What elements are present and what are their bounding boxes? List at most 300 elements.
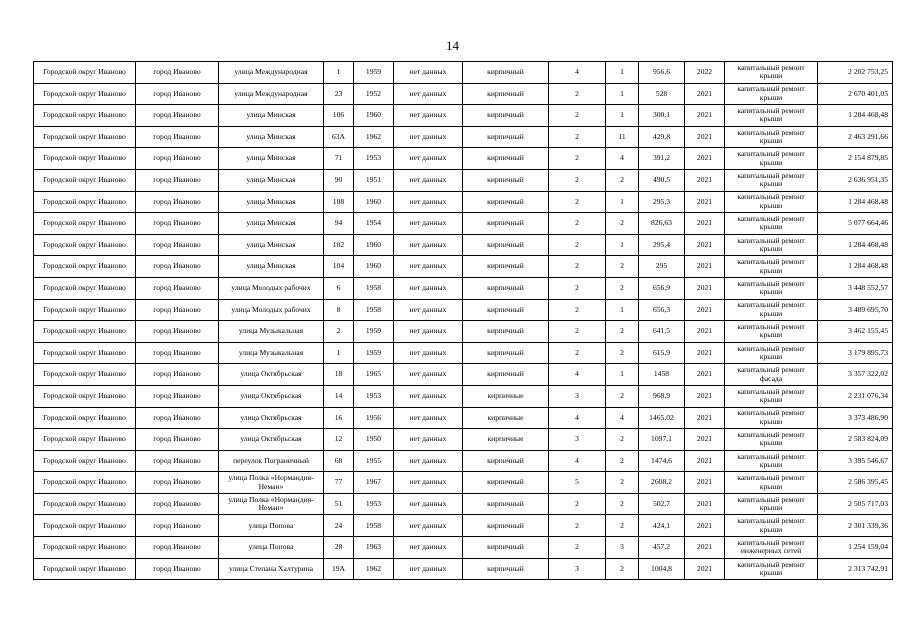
cell-house-number: 6 [324,277,354,299]
cell-wall-material: кирпичный [463,472,549,494]
cell-data-note: нет данных [394,299,463,321]
table-row [34,126,893,148]
cell-settlement: город Иваново [136,213,219,235]
cell-data-note: нет данных [394,342,463,364]
cell-municipality: Городской округ Иваново [34,299,136,321]
cell-floors: 4 [549,407,606,429]
cell-area: 300,1 [639,105,685,127]
cell-house-number: 71 [324,148,354,170]
cell-cost: 3 357 322,02 [818,364,893,386]
cell-house-number: 19А [324,558,354,580]
cell-area: 826,63 [639,213,685,235]
cell-work-type: капитальный ремонт крыши [725,493,818,515]
cell-street: улица Минская [219,191,324,213]
cell-wall-material: кирпичный [463,256,549,278]
cell-build-year: 1951 [354,169,394,191]
cell-data-note: нет данных [394,126,463,148]
cell-floors: 4 [549,364,606,386]
cell-work-type: капитальный ремонт крыши [725,148,818,170]
cell-build-year: 1958 [354,299,394,321]
cell-work-type: капитальный ремонт инженерных сетей [725,537,818,559]
cell-floors: 2 [549,493,606,515]
cell-street: улица Октябрьская [219,407,324,429]
cell-repair-year: 2021 [685,385,725,407]
cell-wall-material: кирпичные [463,407,549,429]
cell-house-number: 102 [324,234,354,256]
cell-wall-material: кирпичный [463,321,549,343]
cell-repair-year: 2021 [685,105,725,127]
cell-settlement: город Иваново [136,515,219,537]
cell-data-note: нет данных [394,472,463,494]
cell-settlement: город Иваново [136,385,219,407]
cell-cost: 3 395 546,67 [818,450,893,472]
cell-work-type: капитальный ремонт крыши [725,256,818,278]
cell-cost: 3 448 552,57 [818,277,893,299]
cell-street: улица Молодых рабочих [219,299,324,321]
cell-repair-year: 2022 [685,62,725,84]
cell-house-number: 16 [324,407,354,429]
cell-wall-material: кирпичный [463,213,549,235]
cell-settlement: город Иваново [136,277,219,299]
cell-cost: 2 202 753,25 [818,62,893,84]
cell-wall-material: кирпичный [463,83,549,105]
cell-house-number: 28 [324,537,354,559]
cell-repair-year: 2021 [685,234,725,256]
cell-municipality: Городской округ Иваново [34,450,136,472]
cell-street: улица Минская [219,126,324,148]
cell-street: улица Полка «Нормандия-Неман» [219,472,324,494]
cell-floors: 4 [549,62,606,84]
housing-repair-table [33,61,893,580]
cell-entrances: 1 [606,299,639,321]
cell-house-number: 108 [324,191,354,213]
cell-area: 1004,8 [639,558,685,580]
cell-entrances: 2 [606,493,639,515]
cell-wall-material: кирпичный [463,105,549,127]
cell-street: улица Молодых рабочих [219,277,324,299]
cell-street: улица Международная [219,83,324,105]
cell-cost: 3 489 695,70 [818,299,893,321]
cell-area: 502,7 [639,493,685,515]
cell-build-year: 1960 [354,191,394,213]
cell-street: улица Минская [219,105,324,127]
cell-street: улица Музыкальная [219,342,324,364]
cell-cost: 1 284 468,48 [818,256,893,278]
cell-work-type: капитальный ремонт крыши [725,191,818,213]
table-row [34,169,893,191]
cell-work-type: капитальный ремонт крыши [725,126,818,148]
cell-build-year: 1965 [354,364,394,386]
cell-work-type: капитальный ремонт крыши [725,299,818,321]
cell-wall-material: кирпичный [463,558,549,580]
table-row [34,105,893,127]
table-row [34,450,893,472]
cell-house-number: 14 [324,385,354,407]
cell-settlement: город Иваново [136,407,219,429]
cell-repair-year: 2021 [685,321,725,343]
cell-house-number: 2 [324,321,354,343]
cell-work-type: капитальный ремонт крыши [725,450,818,472]
cell-wall-material: кирпичный [463,62,549,84]
cell-entrances: 1 [606,234,639,256]
cell-area: 1458 [639,364,685,386]
cell-area: 424,1 [639,515,685,537]
table-row [34,364,893,386]
cell-build-year: 1962 [354,126,394,148]
cell-house-number: 77 [324,472,354,494]
cell-wall-material: кирпичный [463,277,549,299]
cell-repair-year: 2021 [685,450,725,472]
cell-entrances: 2 [606,169,639,191]
cell-build-year: 1950 [354,429,394,451]
cell-street: улица Попова [219,537,324,559]
cell-wall-material: кирпичные [463,429,549,451]
cell-entrances: 2 [606,321,639,343]
cell-repair-year: 2021 [685,299,725,321]
cell-data-note: нет данных [394,450,463,472]
cell-street: улица Музыкальная [219,321,324,343]
cell-repair-year: 2021 [685,342,725,364]
cell-house-number: 12 [324,429,354,451]
cell-municipality: Городской округ Иваново [34,472,136,494]
cell-cost: 2 313 742,91 [818,558,893,580]
cell-entrances: 1 [606,62,639,84]
cell-municipality: Городской округ Иваново [34,537,136,559]
cell-municipality: Городской округ Иваново [34,256,136,278]
cell-municipality: Городской округ Иваново [34,515,136,537]
cell-work-type: капитальный ремонт крыши [725,234,818,256]
cell-floors: 5 [549,472,606,494]
cell-repair-year: 2021 [685,364,725,386]
cell-house-number: 51 [324,493,354,515]
cell-build-year: 1956 [354,407,394,429]
cell-data-note: нет данных [394,558,463,580]
cell-build-year: 1959 [354,342,394,364]
cell-work-type: капитальный ремонт крыши [725,277,818,299]
cell-repair-year: 2021 [685,558,725,580]
cell-work-type: капитальный ремонт крыши [725,429,818,451]
cell-entrances: 1 [606,105,639,127]
cell-build-year: 1960 [354,105,394,127]
cell-settlement: город Иваново [136,342,219,364]
cell-settlement: город Иваново [136,364,219,386]
cell-street: улица Минская [219,169,324,191]
cell-street: улица Минская [219,234,324,256]
cell-build-year: 1960 [354,234,394,256]
cell-area: 391,2 [639,148,685,170]
cell-municipality: Городской округ Иваново [34,191,136,213]
table-row [34,385,893,407]
cell-wall-material: кирпичный [463,364,549,386]
cell-wall-material: кирпичный [463,169,549,191]
cell-house-number: 68 [324,450,354,472]
cell-street: улица Международная [219,62,324,84]
cell-settlement: город Иваново [136,299,219,321]
cell-area: 457,2 [639,537,685,559]
cell-municipality: Городской округ Иваново [34,342,136,364]
cell-wall-material: кирпичный [463,537,549,559]
cell-floors: 2 [549,126,606,148]
cell-floors: 2 [549,148,606,170]
cell-municipality: Городской округ Иваново [34,493,136,515]
cell-entrances: 2 [606,342,639,364]
cell-entrances: 2 [606,558,639,580]
cell-build-year: 1952 [354,83,394,105]
cell-entrances: 2 [606,256,639,278]
cell-house-number: 94 [324,213,354,235]
cell-data-note: нет данных [394,429,463,451]
table-row [34,191,893,213]
cell-build-year: 1960 [354,256,394,278]
cell-cost: 5 077 664,46 [818,213,893,235]
cell-data-note: нет данных [394,83,463,105]
cell-floors: 3 [549,558,606,580]
table-row [34,148,893,170]
cell-data-note: нет данных [394,213,463,235]
table-row [34,256,893,278]
cell-municipality: Городской округ Иваново [34,234,136,256]
cell-cost: 2 301 339,36 [818,515,893,537]
cell-entrances: 2 [606,277,639,299]
cell-repair-year: 2021 [685,407,725,429]
cell-data-note: нет данных [394,62,463,84]
cell-entrances: 4 [606,148,639,170]
cell-floors: 2 [549,277,606,299]
cell-area: 656,3 [639,299,685,321]
cell-floors: 2 [549,299,606,321]
cell-work-type: капитальный ремонт крыши [725,213,818,235]
cell-area: 1097,1 [639,429,685,451]
cell-settlement: город Иваново [136,105,219,127]
page-number: 14 [446,38,459,53]
cell-data-note: нет данных [394,105,463,127]
cell-house-number: 1 [324,62,354,84]
cell-cost: 1 254 159,04 [818,537,893,559]
cell-municipality: Городской округ Иваново [34,105,136,127]
cell-data-note: нет данных [394,256,463,278]
cell-area: 2608,2 [639,472,685,494]
cell-repair-year: 2021 [685,429,725,451]
cell-data-note: нет данных [394,148,463,170]
cell-municipality: Городской округ Иваново [34,385,136,407]
cell-settlement: город Иваново [136,191,219,213]
cell-cost: 3 462 155,45 [818,321,893,343]
cell-wall-material: кирпичный [463,493,549,515]
cell-work-type: капитальный ремонт крыши [725,385,818,407]
cell-area: 641,5 [639,321,685,343]
cell-floors: 2 [549,342,606,364]
cell-municipality: Городской округ Иваново [34,169,136,191]
cell-wall-material: кирпичный [463,450,549,472]
cell-floors: 2 [549,515,606,537]
cell-wall-material: кирпичные [463,385,549,407]
cell-work-type: капитальный ремонт крыши [725,515,818,537]
cell-cost: 2 636 951,35 [818,169,893,191]
cell-data-note: нет данных [394,321,463,343]
cell-floors: 2 [549,191,606,213]
cell-entrances: 1 [606,83,639,105]
cell-entrances: 3 [606,537,639,559]
cell-data-note: нет данных [394,407,463,429]
cell-work-type: капитальный ремонт крыши [725,62,818,84]
cell-repair-year: 2021 [685,256,725,278]
table-row [34,493,893,515]
cell-street: улица Минская [219,213,324,235]
cell-entrances: 2 [606,385,639,407]
cell-wall-material: кирпичный [463,126,549,148]
cell-work-type: капитальный ремонт крыши [725,83,818,105]
cell-area: 656,9 [639,277,685,299]
cell-municipality: Городской округ Иваново [34,364,136,386]
cell-municipality: Городской округ Иваново [34,213,136,235]
table-row [34,558,893,580]
cell-work-type: капитальный ремонт крыши [725,105,818,127]
cell-floors: 3 [549,385,606,407]
cell-floors: 2 [549,169,606,191]
cell-repair-year: 2021 [685,191,725,213]
cell-cost: 3 373 486,90 [818,407,893,429]
cell-cost: 3 179 895,73 [818,342,893,364]
cell-repair-year: 2021 [685,472,725,494]
cell-floors: 2 [549,256,606,278]
cell-repair-year: 2021 [685,493,725,515]
cell-municipality: Городской округ Иваново [34,148,136,170]
cell-area: 490,5 [639,169,685,191]
cell-settlement: город Иваново [136,493,219,515]
cell-street: переулок Пограничный [219,450,324,472]
cell-area: 295 [639,256,685,278]
cell-build-year: 1954 [354,213,394,235]
cell-house-number: 23 [324,83,354,105]
cell-cost: 1 284 468,48 [818,191,893,213]
cell-house-number: 8 [324,299,354,321]
cell-entrances: 2 [606,450,639,472]
cell-data-note: нет данных [394,493,463,515]
cell-build-year: 1953 [354,493,394,515]
cell-data-note: нет данных [394,385,463,407]
cell-entrances: 2 [606,213,639,235]
cell-repair-year: 2021 [685,277,725,299]
cell-floors: 2 [549,234,606,256]
cell-municipality: Городской округ Иваново [34,126,136,148]
cell-settlement: город Иваново [136,83,219,105]
cell-repair-year: 2021 [685,126,725,148]
cell-area: 615,9 [639,342,685,364]
cell-street: улица Минская [219,256,324,278]
cell-wall-material: кирпичный [463,234,549,256]
cell-entrances: 2 [606,515,639,537]
cell-municipality: Городской округ Иваново [34,62,136,84]
table-row [34,472,893,494]
cell-settlement: город Иваново [136,256,219,278]
cell-repair-year: 2021 [685,213,725,235]
cell-municipality: Городской округ Иваново [34,83,136,105]
cell-street: улица Попова [219,515,324,537]
cell-floors: 2 [549,537,606,559]
cell-area: 295,3 [639,191,685,213]
cell-floors: 3 [549,429,606,451]
table-row [34,429,893,451]
cell-work-type: капитальный ремонт крыши [725,321,818,343]
table-row [34,515,893,537]
cell-build-year: 1963 [354,537,394,559]
cell-floors: 2 [549,321,606,343]
cell-data-note: нет данных [394,277,463,299]
cell-area: 528 [639,83,685,105]
cell-build-year: 1953 [354,385,394,407]
cell-municipality: Городской округ Иваново [34,407,136,429]
cell-build-year: 1967 [354,472,394,494]
cell-cost: 1 284 468,48 [818,105,893,127]
cell-entrances: 1 [606,191,639,213]
cell-cost: 2 583 824,09 [818,429,893,451]
cell-work-type: капитальный ремонт крыши [725,472,818,494]
cell-street: улица Октябрьская [219,385,324,407]
cell-area: 429,8 [639,126,685,148]
table-row [34,321,893,343]
cell-entrances: 1 [606,364,639,386]
cell-settlement: город Иваново [136,321,219,343]
cell-data-note: нет данных [394,364,463,386]
cell-municipality: Городской округ Иваново [34,277,136,299]
cell-repair-year: 2021 [685,169,725,191]
cell-entrances: 11 [606,126,639,148]
cell-entrances: 2 [606,472,639,494]
cell-municipality: Городской округ Иваново [34,429,136,451]
table-row [34,234,893,256]
cell-entrances: 2 [606,429,639,451]
cell-street: улица Минская [219,148,324,170]
cell-settlement: город Иваново [136,234,219,256]
cell-cost: 2 505 717,03 [818,493,893,515]
table-row [34,407,893,429]
cell-area: 968,9 [639,385,685,407]
cell-entrances: 4 [606,407,639,429]
cell-settlement: город Иваново [136,429,219,451]
cell-street: улица Октябрьская [219,364,324,386]
cell-settlement: город Иваново [136,62,219,84]
cell-house-number: 90 [324,169,354,191]
cell-municipality: Городской округ Иваново [34,321,136,343]
cell-settlement: город Иваново [136,450,219,472]
cell-work-type: капитальный ремонт крыши [725,342,818,364]
cell-cost: 2 463 291,66 [818,126,893,148]
cell-wall-material: кирпичный [463,148,549,170]
cell-settlement: город Иваново [136,148,219,170]
cell-repair-year: 2021 [685,537,725,559]
cell-data-note: нет данных [394,537,463,559]
cell-cost: 2 586 395,45 [818,472,893,494]
cell-repair-year: 2021 [685,148,725,170]
table-row [34,83,893,105]
cell-floors: 2 [549,83,606,105]
cell-area: 1465,02 [639,407,685,429]
cell-house-number: 63А [324,126,354,148]
cell-settlement: город Иваново [136,169,219,191]
cell-settlement: город Иваново [136,126,219,148]
cell-street: улица Полка «Нормандия-Неман» [219,493,324,515]
cell-build-year: 1962 [354,558,394,580]
cell-work-type: капитальный ремонт крыши [725,169,818,191]
cell-build-year: 1958 [354,277,394,299]
cell-house-number: 18 [324,364,354,386]
cell-build-year: 1959 [354,321,394,343]
cell-work-type: капитальный ремонт крыши [725,407,818,429]
cell-repair-year: 2021 [685,515,725,537]
cell-cost: 2 231 076,34 [818,385,893,407]
cell-settlement: город Иваново [136,537,219,559]
cell-build-year: 1959 [354,62,394,84]
